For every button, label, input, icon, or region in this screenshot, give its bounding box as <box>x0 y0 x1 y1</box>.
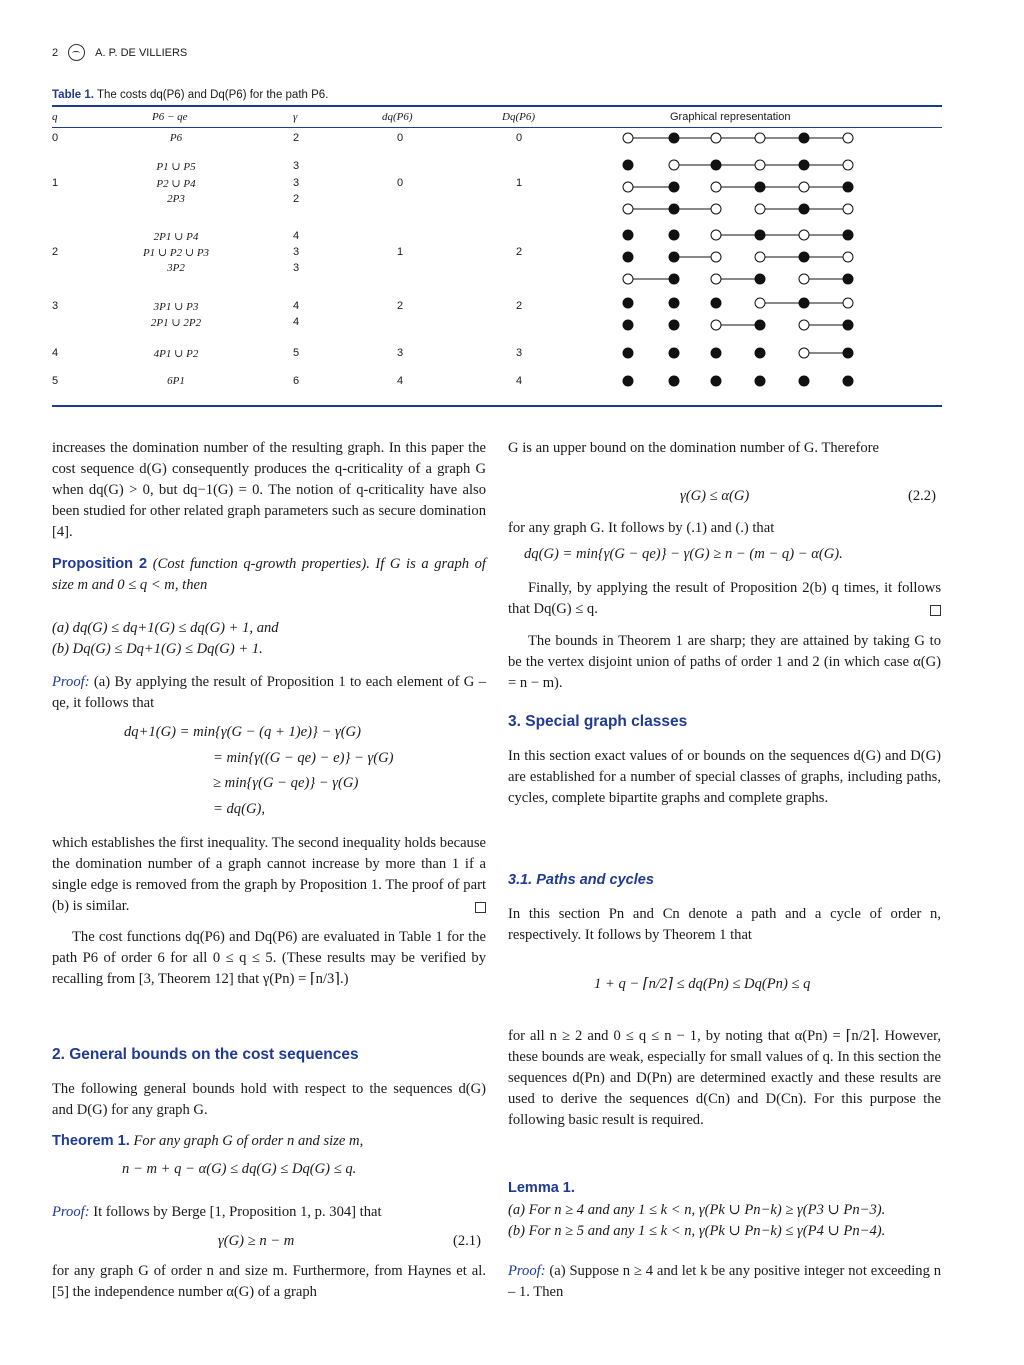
col-header-q: q <box>52 111 58 123</box>
table-cell-gamma: 4 <box>293 316 300 328</box>
right-paragraph-5: In this section exact values of or bounds on the sequences d(G) and D(G) are established for a number of special classes of graphs, including paths, cycles, complete bipartite graphs and complete graphs. <box>508 748 941 806</box>
table-cell-graph: P1 ∪ P5 <box>156 161 196 173</box>
table-cell-gamma: 3 <box>293 262 300 274</box>
section-3-heading: 3. Special graph classes <box>508 713 688 730</box>
col-header-graph: P6 − qe <box>152 111 188 123</box>
table-cell-dq: 3 <box>397 347 404 359</box>
dominating-vertex <box>843 274 853 284</box>
dominating-vertex <box>755 182 765 192</box>
running-header <box>52 44 187 61</box>
dominating-vertex <box>711 348 721 358</box>
vertex <box>755 133 765 143</box>
lemma-item-a: (a) For n ≥ 4 and any 1 ≤ k < n, γ(Pk ∪ Pn−k) ≥ γ(P3 ∪ Pn−3). <box>508 1202 886 1218</box>
vertex <box>755 204 765 214</box>
dominating-vertex <box>623 252 633 262</box>
vertex <box>711 230 721 240</box>
table-cell-gamma: 4 <box>293 300 300 312</box>
vertex <box>623 182 633 192</box>
proposition-2 <box>52 554 486 596</box>
vertex <box>669 160 679 170</box>
table-cell-graph: 6P1 <box>167 375 185 387</box>
table-top-rule <box>52 105 942 107</box>
table-cell-gamma: 3 <box>293 246 300 258</box>
qed-icon <box>930 605 941 616</box>
align-line-3: ≥ min{γ(G − qe)} − γ(G) <box>213 775 359 791</box>
table-cell-gamma: 3 <box>293 177 300 189</box>
dominating-vertex <box>843 376 853 386</box>
table-cell-q: 0 <box>52 132 59 144</box>
table-cell-q: 5 <box>52 375 59 387</box>
right-paragraph-6: In this section Pn and Cn denote a path and a cycle of order n, respectively. It follows by Theorem 1 that <box>508 906 941 943</box>
vertex <box>755 298 765 308</box>
dominating-vertex <box>843 182 853 192</box>
subsection-3-1-heading: 3.1. Paths and cycles <box>508 872 654 888</box>
table-cell-graph: 2P1 ∪ P4 <box>153 231 199 243</box>
dominating-vertex <box>711 160 721 170</box>
vertex <box>711 320 721 330</box>
dominating-vertex <box>799 298 809 308</box>
col-header-dq: dq(P6) <box>382 111 413 123</box>
dominating-vertex <box>623 348 633 358</box>
vertex <box>799 182 809 192</box>
vertex <box>755 160 765 170</box>
table-cell-Dq: 3 <box>516 347 523 359</box>
dominating-vertex <box>799 204 809 214</box>
vertex <box>799 320 809 330</box>
dominating-vertex <box>799 133 809 143</box>
dominating-vertex <box>843 348 853 358</box>
vertex <box>623 274 633 284</box>
right-paragraph-1: G is an upper bound on the domination number of G. Therefore <box>508 440 879 456</box>
proof-label: Proof: <box>52 1204 90 1220</box>
dominating-vertex <box>669 204 679 214</box>
table-cell-graph: P1 ∪ P2 ∪ P3 <box>142 247 210 259</box>
proof-text: It follows by Berge [1, Proposition 1, p. 304] that <box>93 1204 382 1220</box>
right-paragraph-2: for any graph G. It follows by (.1) and (.) that <box>508 520 775 536</box>
equation-2-1: γ(G) ≥ n − m <box>218 1233 295 1249</box>
dominating-vertex <box>755 348 765 358</box>
equation-number-2-2: (2.2) <box>908 488 936 504</box>
left-paragraph-3: The cost functions dq(P6) and Dq(P6) are evaluated in Table 1 for the path P6 of order 6 for all 0 ≤ q ≤ 5. (These results may be verified by recalling from [3, Theorem 12] that γ(Pn) = ⌈n/3⌉.) <box>52 929 486 987</box>
left-paragraph-2: which establishes the first inequality. The second inequality holds because the domination number of a graph cannot increase by more than 1 if a single edge is removed from the graph by Proposition 1. The proof of part (b) is similar. <box>52 835 486 914</box>
table-cell-graph: 3P1 ∪ P3 <box>153 301 199 313</box>
dominating-vertex <box>843 320 853 330</box>
dominating-vertex <box>623 230 633 240</box>
align-line-2: = min{γ((G − qe) − e)} − γ(G) <box>213 750 394 766</box>
table-cell-graph: P6 <box>169 132 183 144</box>
dominating-vertex <box>669 348 679 358</box>
table-cell-graph: 2P1 ∪ 2P2 <box>150 317 202 329</box>
dominating-vertex <box>669 182 679 192</box>
vertex <box>623 204 633 214</box>
vertex <box>843 133 853 143</box>
vertex <box>711 182 721 192</box>
vertex <box>755 252 765 262</box>
right-paragraph-3: Finally, by applying the result of Proposition 2(b) q times, it follows that Dq(G) ≤ q. <box>508 580 941 617</box>
proof-lemma-1 <box>508 1261 941 1303</box>
vertex <box>843 298 853 308</box>
dominating-vertex <box>669 133 679 143</box>
dominating-vertex <box>755 376 765 386</box>
right-paragraph-4: The bounds in Theorem 1 are sharp; they are attained by taking G to be the vertex disjoint union of paths of order 1 and 2 (in which case α(G) = n − m). <box>508 633 941 691</box>
table-cell-graph: P2 ∪ P4 <box>156 178 196 190</box>
left-paragraph-5: for any graph G of order n and size m. Furthermore, from Haynes et al. [5] the independence number α(G) of a graph <box>52 1263 486 1300</box>
dominating-vertex <box>843 230 853 240</box>
author-name: A. P. DE VILLIERS <box>95 46 188 59</box>
proposition-item-b: (b) Dq(G) ≤ Dq+1(G) ≤ Dq(G) + 1. <box>52 641 263 657</box>
table-cell-graph: 4P1 ∪ P2 <box>153 348 199 360</box>
table-cell-Dq: 2 <box>516 246 523 258</box>
left-paragraph-4: The following general bounds hold with respect to the sequences d(G) and D(G) for any graph G. <box>52 1081 486 1118</box>
dominating-vertex <box>711 298 721 308</box>
section-2-heading: 2. General bounds on the cost sequences <box>52 1046 359 1063</box>
table-cell-Dq: 2 <box>516 300 523 312</box>
vertex <box>799 348 809 358</box>
table-cell-gamma: 4 <box>293 230 300 242</box>
theorem-equation: n − m + q − α(G) ≤ dq(G) ≤ Dq(G) ≤ q. <box>122 1161 357 1177</box>
vertex <box>711 204 721 214</box>
graphical-representation <box>600 126 880 396</box>
vertex <box>799 230 809 240</box>
proposition-text: (Cost function q-growth properties). If G is a graph of size m and 0 ≤ q < m, then <box>52 556 486 593</box>
vertex <box>843 160 853 170</box>
table-cell-Dq: 4 <box>516 375 523 387</box>
dominating-vertex <box>669 298 679 308</box>
dominating-vertex <box>755 320 765 330</box>
dominating-vertex <box>669 230 679 240</box>
table-cell-Dq: 0 <box>516 132 523 144</box>
equation-2-2: γ(G) ≤ α(G) <box>680 488 750 504</box>
table-cell-gamma: 2 <box>293 193 300 205</box>
table-cell-gamma: 6 <box>293 375 300 387</box>
vertex <box>623 133 633 143</box>
col-header-graphical: Graphical representation <box>670 111 791 123</box>
dominating-vertex <box>755 274 765 284</box>
vertex <box>843 252 853 262</box>
align-line-1: dq+1(G) = min{γ(G − (q + 1)e)} − γ(G) <box>124 724 361 740</box>
proof-text: (a) By applying the result of Proposition 1 to each element of G – qe, it follows that <box>52 674 486 711</box>
table-cell-gamma: 2 <box>293 132 300 144</box>
dominating-vertex <box>755 230 765 240</box>
table-cell-q: 4 <box>52 347 59 359</box>
theorem-text: For any graph G of order n and size m, <box>133 1133 364 1149</box>
dominating-vertex <box>623 376 633 386</box>
proof-prop-2 <box>52 672 486 714</box>
equation-number-2-1: (2.1) <box>453 1233 481 1249</box>
equation-min: dq(G) = min{γ(G − qe)} − γ(G) ≥ n − (m − q) − α(G). <box>524 546 843 562</box>
table-label: Table 1. <box>52 89 94 101</box>
theorem-1 <box>52 1131 486 1152</box>
col-header-Dq: Dq(P6) <box>502 111 535 123</box>
align-line-4: = dq(G), <box>213 801 265 817</box>
proof-theorem-1 <box>52 1202 486 1223</box>
vertex <box>711 252 721 262</box>
proof-text: (a) Suppose n ≥ 4 and let k be any positive integer not exceeding n – 1. Then <box>508 1263 941 1300</box>
lemma-item-b: (b) For n ≥ 5 and any 1 ≤ k < n, γ(Pk ∪ Pn−k) ≤ γ(P4 ∪ Pn−4). <box>508 1223 886 1239</box>
proof-label: Proof: <box>508 1263 546 1279</box>
dominating-vertex <box>711 376 721 386</box>
table-cell-dq: 2 <box>397 300 404 312</box>
left-paragraph-1: increases the domination number of the resulting graph. In this paper the cost sequence d(G) consequently produces the q-criticality of a graph G when dq(G) > 0, but dq−1(G) = 0. The notion of q-criticality have also been studied for other related graph parameters such as secure domination [4]. <box>52 440 486 540</box>
table-cell-dq: 1 <box>397 246 404 258</box>
proposition-label: Proposition 2 <box>52 556 148 572</box>
dominating-vertex <box>669 274 679 284</box>
equation-bounds: 1 + q − ⌈n/2⌉ ≤ dq(Pn) ≤ Dq(Pn) ≤ q <box>594 976 811 992</box>
vertex <box>711 133 721 143</box>
table-cell-q: 2 <box>52 246 59 258</box>
dominating-vertex <box>623 160 633 170</box>
table-cell-q: 3 <box>52 300 59 312</box>
col-header-gamma: γ <box>293 111 298 123</box>
proposition-item-a: (a) dq(G) ≤ dq+1(G) ≤ dq(G) + 1, and <box>52 620 279 636</box>
table-caption <box>52 89 328 101</box>
table-cell-Dq: 1 <box>516 177 523 189</box>
dominating-vertex <box>669 320 679 330</box>
dominating-vertex <box>669 376 679 386</box>
table-cell-graph: 3P2 <box>167 262 185 274</box>
dominating-vertex <box>799 376 809 386</box>
table-caption-text: The costs dq(P6) and Dq(P6) for the path P6. <box>96 89 329 101</box>
table-cell-q: 1 <box>52 177 59 189</box>
proof-label: Proof: <box>52 674 90 690</box>
dominating-vertex <box>669 252 679 262</box>
journal-logo-icon <box>68 44 85 61</box>
table-cell-gamma: 5 <box>293 347 300 359</box>
table-cell-dq: 0 <box>397 177 404 189</box>
vertex <box>799 274 809 284</box>
table-cell-gamma: 3 <box>293 160 300 172</box>
right-paragraph-7: for all n ≥ 2 and 0 ≤ q ≤ n − 1, by noting that α(Pn) = ⌈n/2⌉. However, these bounds are weak, especially for small values of q. In this section the sequences d(Pn) and D(Pn) are determined exactly and these results are used to derive the sequences d(Cn) and D(Cn). For this purpose the following basic result is required. <box>508 1028 941 1128</box>
table-cell-dq: 4 <box>397 375 404 387</box>
qed-icon <box>475 902 486 913</box>
lemma-1-label: Lemma 1. <box>508 1180 575 1196</box>
theorem-label: Theorem 1. <box>52 1133 130 1149</box>
table-cell-graph: 2P3 <box>167 193 185 205</box>
vertex <box>843 204 853 214</box>
dominating-vertex <box>623 298 633 308</box>
table-cell-dq: 0 <box>397 132 404 144</box>
dominating-vertex <box>799 160 809 170</box>
dominating-vertex <box>623 320 633 330</box>
page-number: 2 <box>52 46 59 59</box>
vertex <box>711 274 721 284</box>
dominating-vertex <box>799 252 809 262</box>
table-bottom-rule <box>52 405 942 407</box>
